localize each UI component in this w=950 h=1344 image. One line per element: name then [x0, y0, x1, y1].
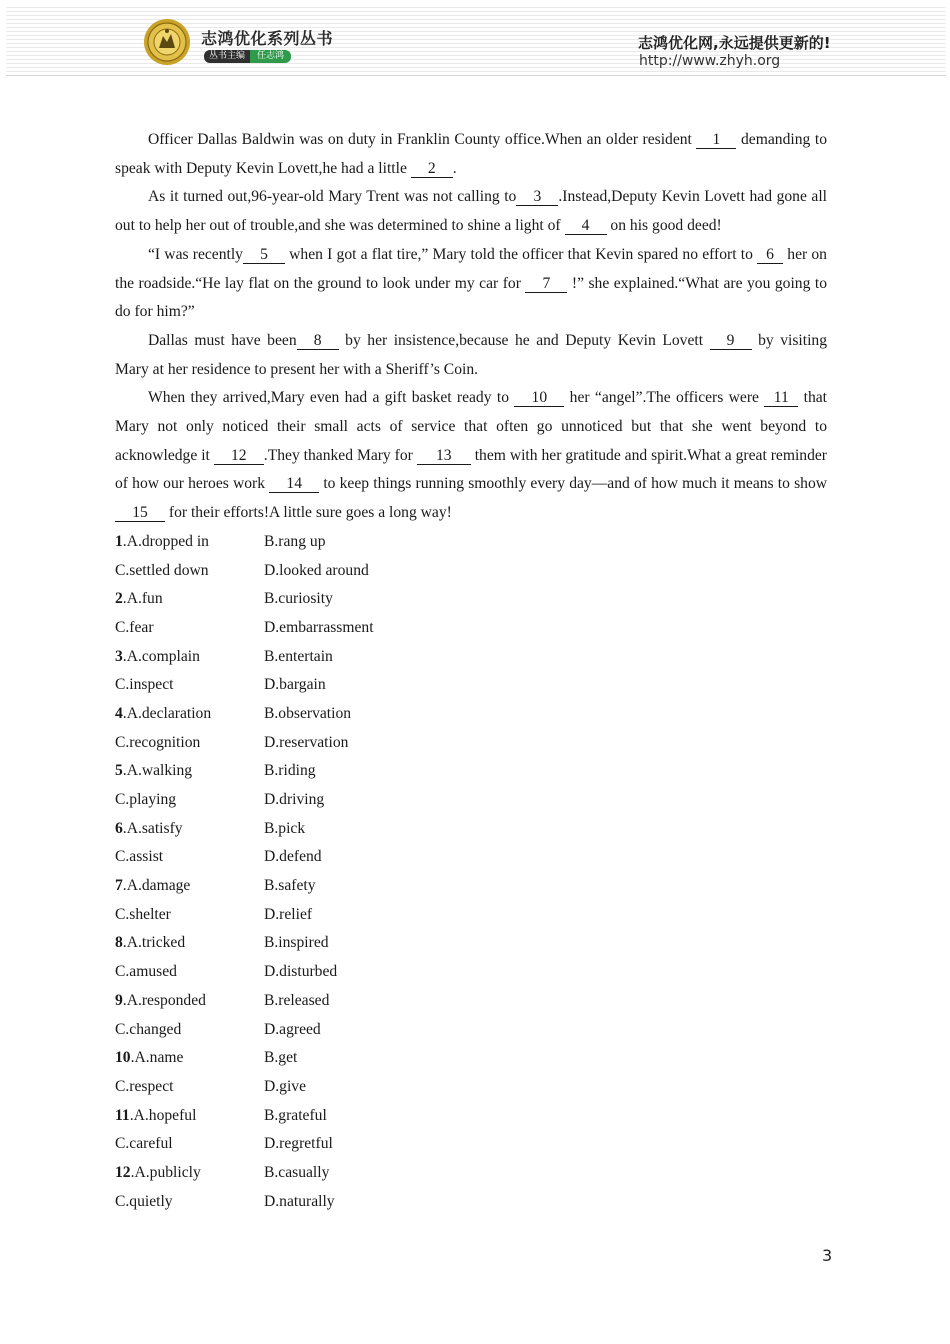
option-c: C.playing [115, 791, 177, 809]
blank-11: 11 [764, 390, 798, 407]
passage-text: Dallas must have been [148, 331, 297, 349]
blank-9: 9 [710, 333, 752, 350]
option-d: D.looked around [264, 561, 369, 579]
option-a [115, 700, 264, 729]
blank-5: 5 [243, 247, 285, 264]
passage-paragraph [115, 126, 827, 183]
question-row [115, 901, 827, 930]
passage-text: demanding to speak with Deputy Kevin Lovett,he had a little [115, 131, 827, 177]
question-number: 10 [115, 1049, 131, 1067]
question-number: 7 [115, 877, 123, 895]
question-row [115, 700, 827, 729]
question-number: 6 [115, 819, 123, 837]
option-a [115, 585, 264, 614]
question-row [115, 929, 827, 958]
option-c: C.respect [115, 1077, 174, 1095]
option-a [115, 815, 264, 844]
option-a-text: .A.name [130, 1049, 184, 1067]
question-row [115, 757, 827, 786]
option-d: D.regretful [264, 1135, 333, 1153]
option-c: C.fear [115, 618, 154, 636]
editor-label: 丛书主编 [204, 50, 250, 63]
passage-text: on his good deed! [606, 217, 722, 235]
passage-text: As it turned out,96-year-old Mary Trent was not calling to [148, 188, 517, 206]
question-row [115, 843, 827, 872]
passage-text: .They thanked Mary for [263, 446, 417, 464]
passage-paragraph [115, 384, 827, 528]
blank-7: 7 [525, 276, 567, 293]
option-a-text: .A.hopeful [129, 1106, 197, 1124]
question-number: 11 [115, 1106, 130, 1124]
question-row [115, 614, 827, 643]
series-editor-badge [204, 50, 291, 63]
option-b: B.entertain [264, 647, 333, 665]
option-b: B.rang up [264, 532, 326, 550]
header-url: http://www.zhyh.org [639, 53, 781, 69]
option-d: D.driving [264, 791, 325, 809]
page-number: 3 [822, 1246, 833, 1265]
blank-4: 4 [565, 218, 607, 235]
question-row [115, 987, 827, 1016]
option-c: C.quietly [115, 1192, 173, 1210]
question-row [115, 1159, 827, 1188]
cloze-passage [115, 126, 827, 528]
question-row [115, 1016, 827, 1045]
blank-15: 15 [115, 505, 165, 522]
option-d: D.bargain [264, 676, 326, 694]
question-row [115, 1188, 827, 1217]
question-row [115, 1102, 827, 1131]
blank-14: 14 [269, 476, 319, 493]
passage-text: that Mary not only noticed their small acts of service that often go unnoticed but that she went beyond to acknowledge it [115, 389, 827, 464]
passage-text: When they arrived,Mary even had a gift basket ready to [148, 389, 515, 407]
passage-text: to keep things running smoothly every day—and of how much it means to show [319, 475, 827, 493]
question-row [115, 528, 827, 557]
question-number: 3 [115, 647, 123, 665]
passage-text: . [452, 159, 457, 177]
blank-13: 13 [417, 448, 471, 465]
question-row [115, 1130, 827, 1159]
passage-text: for their efforts!A little sure goes a long way! [165, 504, 452, 522]
blank-1: 1 [696, 132, 736, 149]
option-d: D.reservation [264, 733, 349, 751]
passage-text: .Instead,Deputy Kevin Lovett had gone all out to help her out of trouble,and she was determined to shine a light of [115, 188, 827, 235]
question-row [115, 786, 827, 815]
option-b: B.curiosity [264, 590, 333, 608]
passage-text: “I was recently [148, 245, 243, 263]
option-d: D.agreed [264, 1020, 321, 1038]
question-row [115, 557, 827, 586]
option-b: B.released [264, 991, 330, 1009]
option-c: C.inspect [115, 676, 174, 694]
series-title: 志鸿优化系列丛书 [201, 29, 334, 48]
option-a [115, 872, 264, 901]
blank-3: 3 [516, 189, 558, 206]
option-a [115, 1102, 264, 1131]
option-d: D.embarrassment [264, 618, 374, 636]
document-body [115, 126, 827, 1216]
question-row [115, 643, 827, 672]
option-a-text: .A.damage [122, 877, 191, 895]
blank-8: 8 [297, 333, 339, 350]
passage-text: Officer Dallas Baldwin was on duty in Franklin County office.When an older resident [148, 131, 697, 148]
question-number: 5 [115, 762, 123, 780]
option-c: C.shelter [115, 905, 171, 923]
option-c: C.amused [115, 963, 177, 981]
blank-10: 10 [514, 390, 564, 407]
question-row [115, 729, 827, 758]
option-b: B.get [264, 1049, 298, 1067]
option-a-text: .A.publicly [130, 1163, 201, 1181]
option-a [115, 643, 264, 672]
option-b: B.observation [264, 704, 352, 722]
header-divider [6, 75, 946, 76]
question-row [115, 872, 827, 901]
question-number: 2 [115, 590, 123, 608]
passage-paragraph [115, 241, 827, 327]
editor-name: 任志鸿 [250, 50, 291, 63]
option-a [115, 1044, 264, 1073]
option-a-text: .A.tricked [122, 934, 186, 952]
option-a [115, 929, 264, 958]
answer-options [115, 528, 827, 1217]
option-d: D.disturbed [264, 963, 338, 981]
question-row [115, 815, 827, 844]
option-d: D.relief [264, 905, 313, 923]
passage-paragraph [115, 183, 827, 240]
option-a-text: .A.dropped in [122, 532, 209, 550]
option-d: D.give [264, 1077, 307, 1095]
option-b: B.safety [264, 877, 316, 895]
question-row [115, 585, 827, 614]
passage-text: them with her gratitude and spirit.What a great reminder of how our heroes work [115, 446, 827, 493]
option-c: C.assist [115, 848, 164, 866]
question-number: 12 [115, 1163, 131, 1181]
question-row [115, 1073, 827, 1102]
series-logo-emblem [143, 18, 191, 66]
question-number: 4 [115, 704, 123, 722]
option-b: B.pick [264, 819, 306, 837]
passage-paragraph [115, 327, 827, 384]
passage-text: her on the roadside.“He lay flat on the ground to look under my car for [115, 245, 827, 292]
question-row [115, 671, 827, 700]
option-b: B.inspired [264, 934, 329, 952]
option-a [115, 987, 264, 1016]
question-number: 8 [115, 934, 123, 952]
question-number: 9 [115, 991, 123, 1009]
passage-text: when I got a flat tire,” Mary told the officer that Kevin spared no effort to [284, 245, 758, 263]
option-c: C.changed [115, 1020, 182, 1038]
option-a-text: .A.fun [122, 590, 163, 608]
passage-text: by visiting Mary at her residence to present her with a Sheriff’s Coin. [115, 331, 827, 378]
blank-2: 2 [411, 161, 453, 178]
option-d: D.defend [264, 848, 322, 866]
option-c: C.settled down [115, 561, 209, 579]
option-a-text: .A.declaration [122, 704, 212, 722]
option-b: B.casually [264, 1163, 330, 1181]
option-b: B.riding [264, 762, 316, 780]
passage-text: her “angel”.The officers were [564, 389, 765, 407]
option-a [115, 528, 264, 557]
header-slogan: 志鸿优化网,永远提供更新的! [638, 34, 831, 52]
blank-6: 6 [757, 247, 783, 264]
option-a [115, 757, 264, 786]
option-a-text: .A.walking [122, 762, 193, 780]
page-header [6, 4, 946, 76]
question-row [115, 1044, 827, 1073]
option-a-text: .A.complain [122, 647, 200, 665]
passage-text: !” she explained.“What are you going to do for him?” [115, 274, 827, 321]
option-a-text: .A.responded [122, 991, 206, 1009]
option-a-text: .A.satisfy [122, 819, 183, 837]
option-c: C.careful [115, 1135, 173, 1153]
option-c: C.recognition [115, 733, 201, 751]
question-number: 1 [115, 532, 123, 550]
option-d: D.naturally [264, 1192, 335, 1210]
question-row [115, 958, 827, 987]
passage-text: by her insistence,because he and Deputy Kevin Lovett [338, 331, 710, 349]
option-a [115, 1159, 264, 1188]
blank-12: 12 [214, 448, 264, 465]
option-b: B.grateful [264, 1106, 327, 1124]
